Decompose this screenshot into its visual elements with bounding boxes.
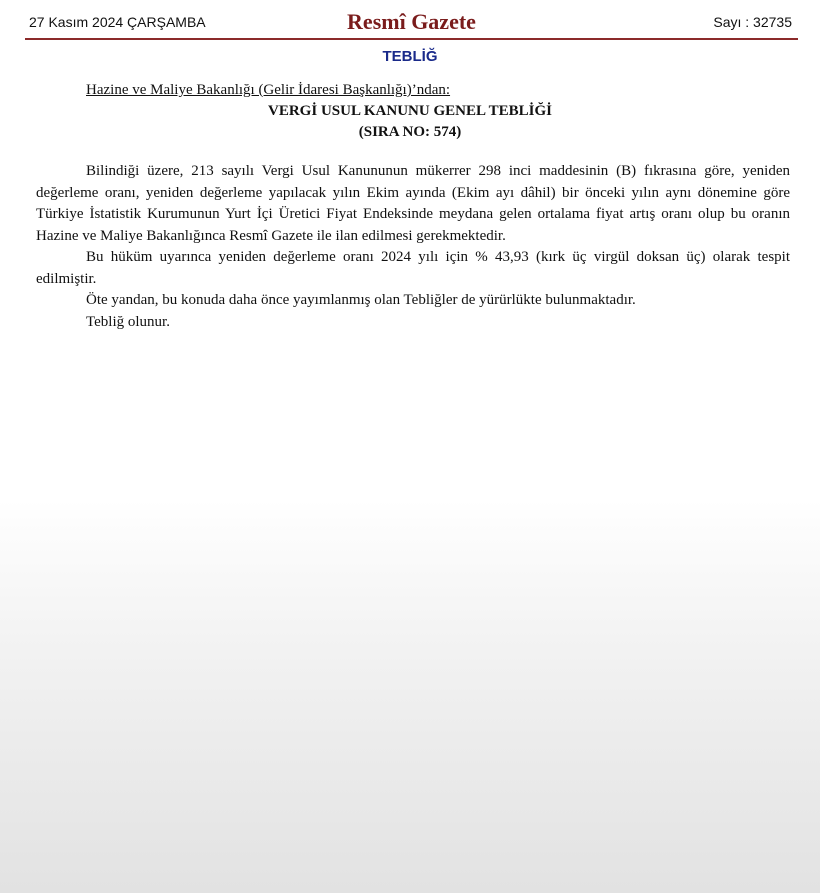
section-heading: TEBLİĞ: [382, 48, 438, 65]
document-body: [36, 161, 790, 333]
body-paragraph: Bu hüküm uyarınca yeniden değerleme oranı 2024 yılı için % 43,93 (kırk üç virgül doksan üç) olarak tespit edilmiştir.: [36, 249, 790, 287]
issue-date: 27 Kasım 2024 ÇARŞAMBA: [29, 14, 206, 30]
body-paragraph: Öte yandan, bu konuda daha önce yayımlanmış olan Tebliğler de yürürlükte bulunmaktadır.: [86, 292, 636, 308]
gazette-title: Resmî Gazete: [347, 9, 476, 34]
issuing-authority: Hazine ve Maliye Bakanlığı (Gelir İdaresi Başkanlığı)’ndan:: [86, 82, 451, 98]
gazette-header: [25, 8, 798, 40]
issue-number: Sayı : 32735: [713, 14, 792, 30]
document-title: VERGİ USUL KANUNU GENEL TEBLİĞİ: [268, 103, 552, 119]
body-paragraph: Bilindiği üzere, 213 sayılı Vergi Usul Kanununun mükerrer 298 inci maddesinin (B) fıkrasına göre, yeniden değerleme oranı, yeniden değerleme yapılacak yılın Ekim ayında (Ekim ayı dâhil) bir önceki yılın aynı dönemine göre Türkiye İstatistik Kurumunun Yurt İçi Üretici Fiyat Endeksinde meydana gelen ortalama fiyat artış oranı olup bu oranın Hazine ve Maliye Bakanlığınca Resmî Gazete ile ilan edilmesi gerekmektedir.: [36, 163, 790, 244]
body-paragraph: Tebliğ olunur.: [86, 313, 170, 330]
document-number: (SIRA NO: 574): [358, 124, 462, 140]
